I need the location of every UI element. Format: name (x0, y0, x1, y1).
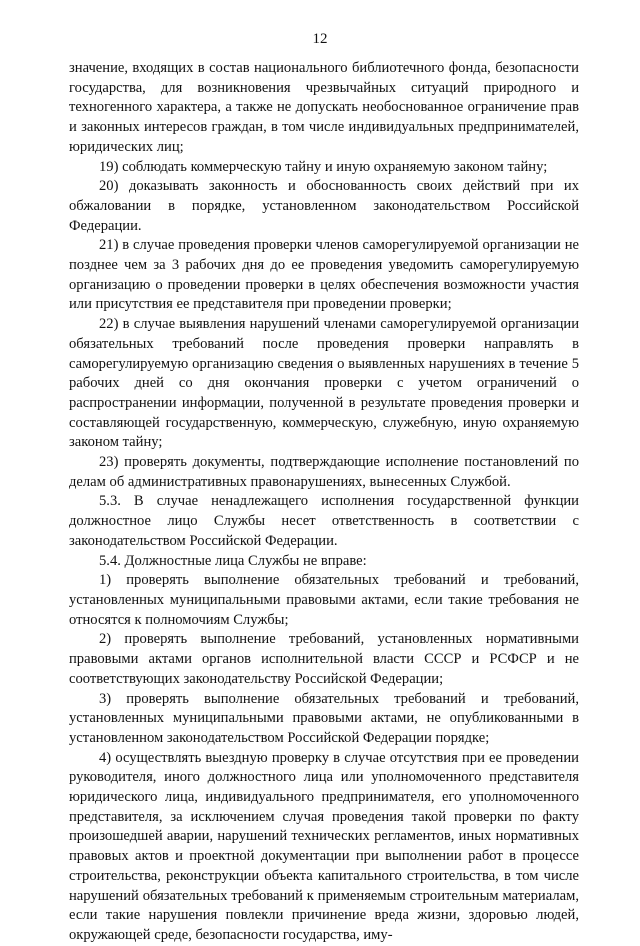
paragraph-prohibition-3: 3) проверять выполнение обязательных требований и требований, установленных муниципальными правовыми актами, не опубликованными в установленном законодательством Российской Федерации порядке; (69, 690, 579, 746)
paragraph-prohibition-4: 4) осуществлять выездную проверку в случае отсутствия при ее проведении руководителя, иного должностного лица или уполномоченного представителя юридического лица, индивидуального предпринимателя, его уполномоченного представителя, за исключением случая проведения такой проверки по факту произошедшей аварии, нарушений технических регламентов, иных нормативных правовых актов и проектной документации при выполнении работ в процессе строительства, реконструкции объекта капитального строительства, в том числе нарушений обязательных требований к применяемым строительным материалам, если такие нарушения повлекли причинение вреда жизни, здоровью людей, окружающей среде, безопасности государства, иму- (69, 749, 579, 943)
paragraph-prohibition-2: 2) проверять выполнение требований, установленных нормативными правовыми актами органов исполнительной власти СССР и РСФСР и не соответствующих законодательству Российской Федерации; (69, 631, 579, 687)
paragraph-item-23: 23) проверять документы, подтверждающие исполнение постановлений по делам об административных правонарушениях, вынесенных Службой. (69, 454, 579, 490)
page-number: 12 (312, 31, 328, 47)
paragraph-continuation: значение, входящих в состав национального библиотечного фонда, безопасности государства, для возникновения чрезвычайных ситуаций природного и техногенного характера, а также не допускать необоснованное ограничение прав и законных интересов граждан, в том числе индивидуальных предпринимателей, юридических лиц; (69, 60, 579, 155)
paragraph-prohibition-1: 1) проверять выполнение обязательных требований и требований, установленных муниципальными правовыми актами, если такие требования не относятся к полномочиям Службы; (69, 572, 579, 628)
paragraph-section-5-4: 5.4. Должностные лица Службы не вправе: (99, 552, 367, 569)
document-body (69, 59, 579, 946)
paragraph-item-22: 22) в случае выявления нарушений членами саморегулируемой организации обязательных требований после проведения проверки направлять в саморегулируемую организацию сведения о выявленных нарушениях в течение 5 рабочих дней со дня окончания проверки с учетом ограничений о распространении информации, полученной в результате проведения проверки и составляющей государственную, коммерческую, служебную, иную охраняемую законом тайну; (69, 316, 579, 451)
paragraph-item-19: 19) соблюдать коммерческую тайну и иную охраняемую законом тайну; (99, 158, 548, 175)
paragraph-item-20: 20) доказывать законность и обоснованность своих действий при их обжаловании в порядке, установленном законодательством Российской Федерации. (69, 178, 579, 234)
paragraph-item-21: 21) в случае проведения проверки членов саморегулируемой организации не позднее чем за 3 рабочих дня до ее проведения уведомить саморегулируемую организацию о проведении проверки в целях обеспечения возможности участия или присутствия ее представителя при проведении проверки; (69, 237, 579, 313)
paragraph-section-5-3: 5.3. В случае ненадлежащего исполнения государственной функции должностное лицо Службы несет ответственность в соответствии с законодательством Российской Федерации. (69, 493, 579, 549)
